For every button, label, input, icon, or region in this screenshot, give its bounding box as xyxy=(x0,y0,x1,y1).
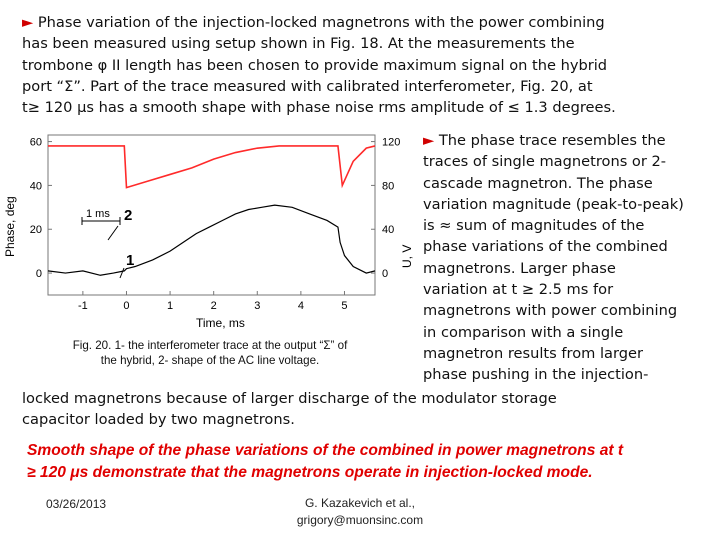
intro-line-5: t≥ 120 μs has a smooth shape with phase noise rms amplitude of ≤ 1.3 degrees. xyxy=(22,99,616,117)
bottom-line-2: capacitor loaded by two magnetrons. xyxy=(22,411,295,429)
x-tick-label: 5 xyxy=(341,300,348,312)
y-right-tick-label: 40 xyxy=(382,224,395,237)
right-line: cascade magnetron. The phase xyxy=(423,174,653,192)
y-left-tick-label: 40 xyxy=(29,180,42,193)
scale-bar-label: 1 ms xyxy=(86,208,110,220)
footer-author xyxy=(260,495,460,529)
right-line: magnetron results from larger xyxy=(423,344,643,362)
intro-line-3: trombone φ II length has been chosen to provide maximum signal on the hybrid xyxy=(22,56,608,74)
x-tick-label: 2 xyxy=(210,300,217,312)
figure-caption xyxy=(30,338,390,368)
left-axis-label: Phase, deg xyxy=(3,196,17,257)
trace-1-label: 1 xyxy=(126,252,135,269)
x-tick-label: 4 xyxy=(297,300,304,312)
x-tick-label: 1 xyxy=(167,300,174,312)
x-axis-label: Time, ms xyxy=(196,316,245,330)
right-line: traces of single magnetrons or 2- xyxy=(423,153,667,171)
bottom-paragraph xyxy=(22,388,712,431)
conclusion-line-1: Smooth shape of the phase variations of the combined in power magnetrons at t xyxy=(27,442,624,459)
caption-line-1: Fig. 20. 1- the interferometer trace at the output “Σ” of xyxy=(72,339,348,352)
y-right-tick-label: 80 xyxy=(382,180,395,193)
x-tick-label: 3 xyxy=(254,300,261,312)
bullet-icon: ► xyxy=(22,14,34,31)
intro-line-4: port “Σ”. Part of the trace measured with calibrated interferometer, Fig. 20, at xyxy=(22,77,593,95)
trace-2-label: 2 xyxy=(124,207,133,224)
x-tick-label: -1 xyxy=(77,300,88,312)
bullet-icon: ► xyxy=(423,132,435,149)
y-right-tick-label: 120 xyxy=(382,136,401,149)
x-tick-label: 0 xyxy=(123,300,130,312)
right-line: The phase trace resembles the xyxy=(438,132,666,149)
intro-line-1: Phase variation of the injection-locked magnetrons with the power combining xyxy=(37,14,605,31)
trace-1-pointer xyxy=(120,268,124,278)
bottom-line-1: locked magnetrons because of larger discharge of the modulator storage xyxy=(22,390,557,407)
y-right-tick-label: 0 xyxy=(382,268,389,281)
y-left-tick-label: 60 xyxy=(29,136,42,149)
right-line: magnetrons. Larger phase xyxy=(423,259,616,277)
caption-line-2: the hybrid, 2- shape of the AC line voltage. xyxy=(100,354,320,367)
footer-email: grigory@muonsinc.com xyxy=(296,513,424,527)
footer-date: 03/26/2013 xyxy=(46,497,107,511)
intro-line-2: has been measured using setup shown in Fig. 18. At the measurements the xyxy=(22,35,575,53)
trace-2-pointer xyxy=(108,226,118,240)
conclusion-text xyxy=(27,440,717,484)
right-paragraph xyxy=(423,130,715,386)
conclusion-line-2: ≥ 120 μs demonstrate that the magnetrons operate in injection-locked mode. xyxy=(27,464,593,481)
series-line-2 xyxy=(48,146,375,188)
footer-author-name: G. Kazakevich et al., xyxy=(304,496,416,510)
right-axis-label: U, V xyxy=(400,244,414,268)
phase-trace-chart xyxy=(0,128,415,338)
right-line: phase pushing in the injection- xyxy=(423,366,649,384)
y-left-tick-label: 0 xyxy=(35,268,42,281)
right-line: phase variations of the combined xyxy=(423,238,668,256)
right-line: variation magnitude (peak-to-peak) xyxy=(423,195,684,213)
intro-paragraph xyxy=(22,12,712,118)
right-line: variation at t ≥ 2.5 ms for xyxy=(423,281,614,299)
right-line: is ≈ sum of magnitudes of the xyxy=(423,217,645,235)
y-left-tick-label: 20 xyxy=(29,224,42,237)
right-line: magnetrons with power combining xyxy=(423,302,678,320)
right-line: in comparison with a single xyxy=(423,323,624,341)
